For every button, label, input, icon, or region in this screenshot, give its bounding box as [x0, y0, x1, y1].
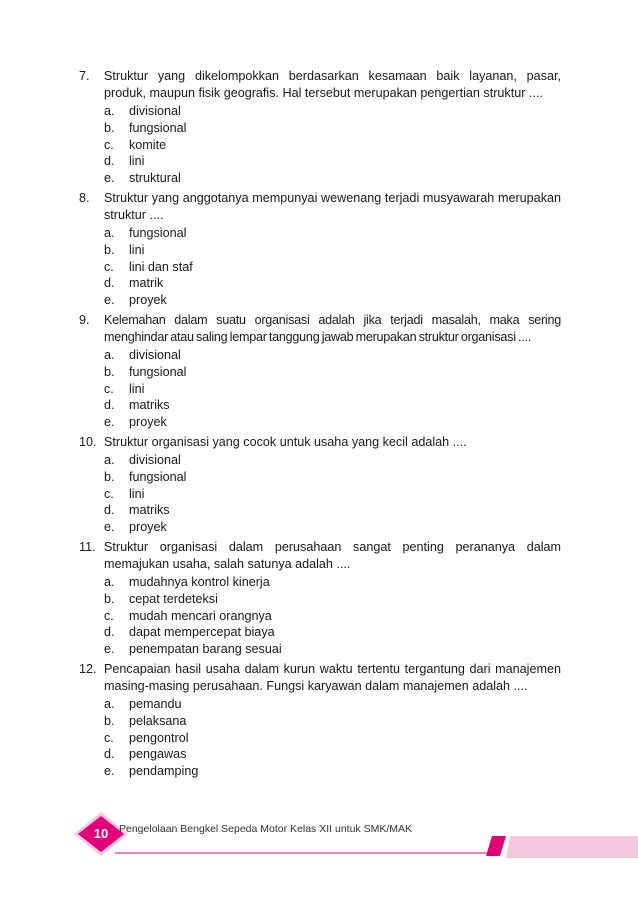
- option: e. struktural: [104, 171, 181, 186]
- option: d. matriks: [104, 503, 170, 518]
- footer-band-light: [506, 836, 638, 858]
- option: b. fungsional: [104, 120, 187, 135]
- question-number: 7.: [79, 69, 90, 83]
- option: e. proyek: [104, 293, 167, 308]
- option: e. pendamping: [104, 764, 199, 779]
- option: c. lini: [104, 486, 145, 501]
- question-11: [79, 539, 561, 658]
- option: b. fungsional: [104, 364, 187, 379]
- question-number: 9.: [79, 312, 90, 327]
- option: c. komite: [104, 137, 167, 152]
- option: e. proyek: [104, 415, 167, 430]
- option: c. mudah mencari orangnya: [104, 608, 272, 623]
- option: e. proyek: [104, 520, 167, 535]
- option: d. matriks: [104, 398, 170, 413]
- question-list: [79, 68, 561, 783]
- question-text: Pencapaian hasil usaha dalam kurun waktu tertentu tergantung dari manajemen masing-masing perusahaan. Fungsi karyawan dalam manajemen adalah ....: [104, 661, 561, 693]
- question-number: 8.: [79, 190, 90, 205]
- question-text: Struktur organisasi dalam perusahaan sangat penting perananya dalam memajukan usaha, salah satunya adalah ....: [104, 539, 561, 571]
- option: b. lini: [104, 242, 145, 257]
- option: a. pemandu: [104, 696, 182, 711]
- question-text: Struktur yang anggotanya mempunyai wewenang terjadi musyawarah merupakan struktur ....: [104, 190, 561, 222]
- option: b. pelaksana: [104, 713, 187, 728]
- question-number: 11.: [79, 539, 96, 554]
- option: a. divisional: [104, 104, 181, 118]
- option: a. divisional: [104, 452, 181, 467]
- option: b. fungsional: [104, 469, 187, 484]
- question-10: [79, 434, 561, 536]
- option: a. mudahnya kontrol kinerja: [104, 574, 270, 589]
- question-text: Struktur organisasi yang cocok untuk usaha yang kecil adalah ....: [104, 434, 467, 449]
- page-number: 10: [93, 826, 109, 841]
- question-number: 10.: [79, 434, 97, 449]
- option: d. matrik: [104, 276, 164, 291]
- question-text: Kelemahan dalam suatu organisasi adalah jika terjadi masalah, maka sering menghindar atau saling lempar tanggung jawab merupakan struktur organisasi ....: [104, 312, 561, 344]
- option: a. fungsional: [104, 225, 187, 240]
- option: d. pengawas: [104, 747, 187, 762]
- option: c. lini: [104, 381, 145, 396]
- question-8: [79, 190, 561, 309]
- option: c. pengontrol: [104, 730, 189, 745]
- question-9: [79, 312, 561, 431]
- book-title: Pengelolaan Bengkel Sepeda Motor Kelas XII untuk SMK/MAK: [119, 823, 413, 835]
- option: d. dapat mempercepat biaya: [104, 625, 275, 640]
- question-number: 12.: [79, 661, 97, 676]
- option: c. lini dan staf: [104, 259, 193, 274]
- option: d. lini: [104, 154, 145, 169]
- option: a. divisional: [104, 347, 181, 362]
- question-7: [79, 68, 561, 187]
- option: e. penempatan barang sesuai: [104, 642, 282, 657]
- footer-band: [0, 812, 638, 872]
- question-text: Struktur yang dikelompokkan berdasarkan kesamaan baik layanan, pasar, produk, maupun fisik geografis. Hal tersebut merupakan pengertian struktur ....: [104, 69, 561, 100]
- option: b. cepat terdeteksi: [104, 591, 218, 606]
- question-12: [79, 661, 561, 780]
